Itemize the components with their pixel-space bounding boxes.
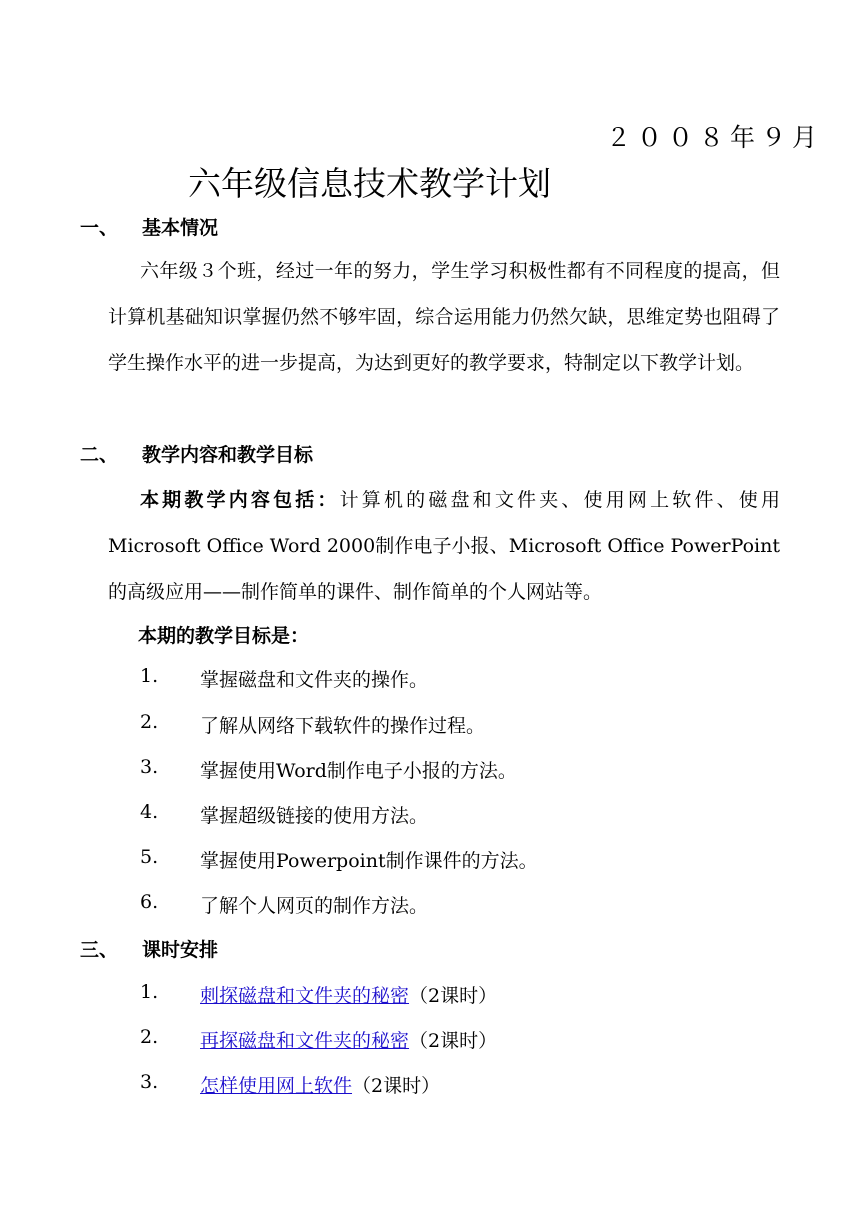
goals-heading: 本期的教学目标是： <box>138 625 310 647</box>
goal-number: 5. <box>140 846 159 868</box>
section-number: 三、 <box>80 939 119 961</box>
goal-text: 了解个人网页的制作方法。 <box>200 895 429 917</box>
schedule-number: 3. <box>140 1071 159 1093</box>
schedule-hours: （2课时） <box>409 1030 498 1052</box>
goal-item <box>140 801 740 829</box>
content-lead: 本期教学内容包括： <box>140 489 340 511</box>
goal-item <box>140 891 740 919</box>
schedule-link[interactable]: 再探磁盘和文件夹的秘密 <box>200 1030 410 1052</box>
goal-item <box>140 665 740 693</box>
document-date: ２００８年９月 <box>606 123 824 152</box>
schedule-entry <box>200 1071 440 1098</box>
goal-text: 掌握使用Word制作电子小报的方法。 <box>200 760 517 782</box>
section-title: 基本情况 <box>142 217 219 239</box>
goal-item <box>140 711 740 739</box>
section-heading-content <box>80 440 480 466</box>
section-title: 课时安排 <box>142 939 219 961</box>
section-number: 一、 <box>80 217 119 239</box>
content-text: 计算机的磁盘和文件夹、使用网上软件、使用Microsoft Office Word 2000制作电子小报、Microsoft Office PowerPoint的高级应用——制作简单的课件、制作简单的个人网站等。 <box>108 489 780 603</box>
schedule-hours: （2课时） <box>352 1075 441 1097</box>
goal-text: 掌握使用Powerpoint制作课件的方法。 <box>200 850 538 872</box>
goal-number: 4. <box>140 801 159 823</box>
schedule-item <box>140 1071 740 1099</box>
goal-text: 掌握磁盘和文件夹的操作。 <box>200 669 429 691</box>
goal-text: 掌握超级链接的使用方法。 <box>200 805 429 827</box>
schedule-entry <box>200 1026 497 1053</box>
section-number: 二、 <box>80 444 119 466</box>
schedule-item <box>140 981 740 1009</box>
content-paragraph <box>108 477 780 615</box>
schedule-hours: （2课时） <box>409 985 498 1007</box>
document-title: 六年级信息技术教学计划 <box>188 164 551 203</box>
schedule-link[interactable]: 怎样使用网上软件 <box>200 1075 353 1097</box>
goal-number: 1. <box>140 665 159 687</box>
schedule-item <box>140 1026 740 1054</box>
section-heading-basic <box>80 213 480 239</box>
goal-number: 2. <box>140 711 159 733</box>
basic-info-paragraph: 六年级３个班，经过一年的努力，学生学习积极性都有不同程度的提高，但计算机基础知识掌握仍然不够牢固，综合运用能力仍然欠缺，思维定势也阻碍了学生操作水平的进一步提高，为达到更好的教学要求，特制定以下教学计划。 <box>108 260 780 374</box>
goal-item <box>140 846 740 874</box>
schedule-link[interactable]: 刺探磁盘和文件夹的秘密 <box>200 985 410 1007</box>
goal-number: 6. <box>140 891 159 913</box>
section-title: 教学内容和教学目标 <box>142 444 314 466</box>
schedule-number: 1. <box>140 981 159 1003</box>
schedule-number: 2. <box>140 1026 159 1048</box>
goal-text: 了解从网络下载软件的操作过程。 <box>200 715 486 737</box>
goal-item <box>140 756 740 784</box>
goal-number: 3. <box>140 756 159 778</box>
section-heading-schedule <box>80 935 480 961</box>
schedule-entry <box>200 981 497 1008</box>
